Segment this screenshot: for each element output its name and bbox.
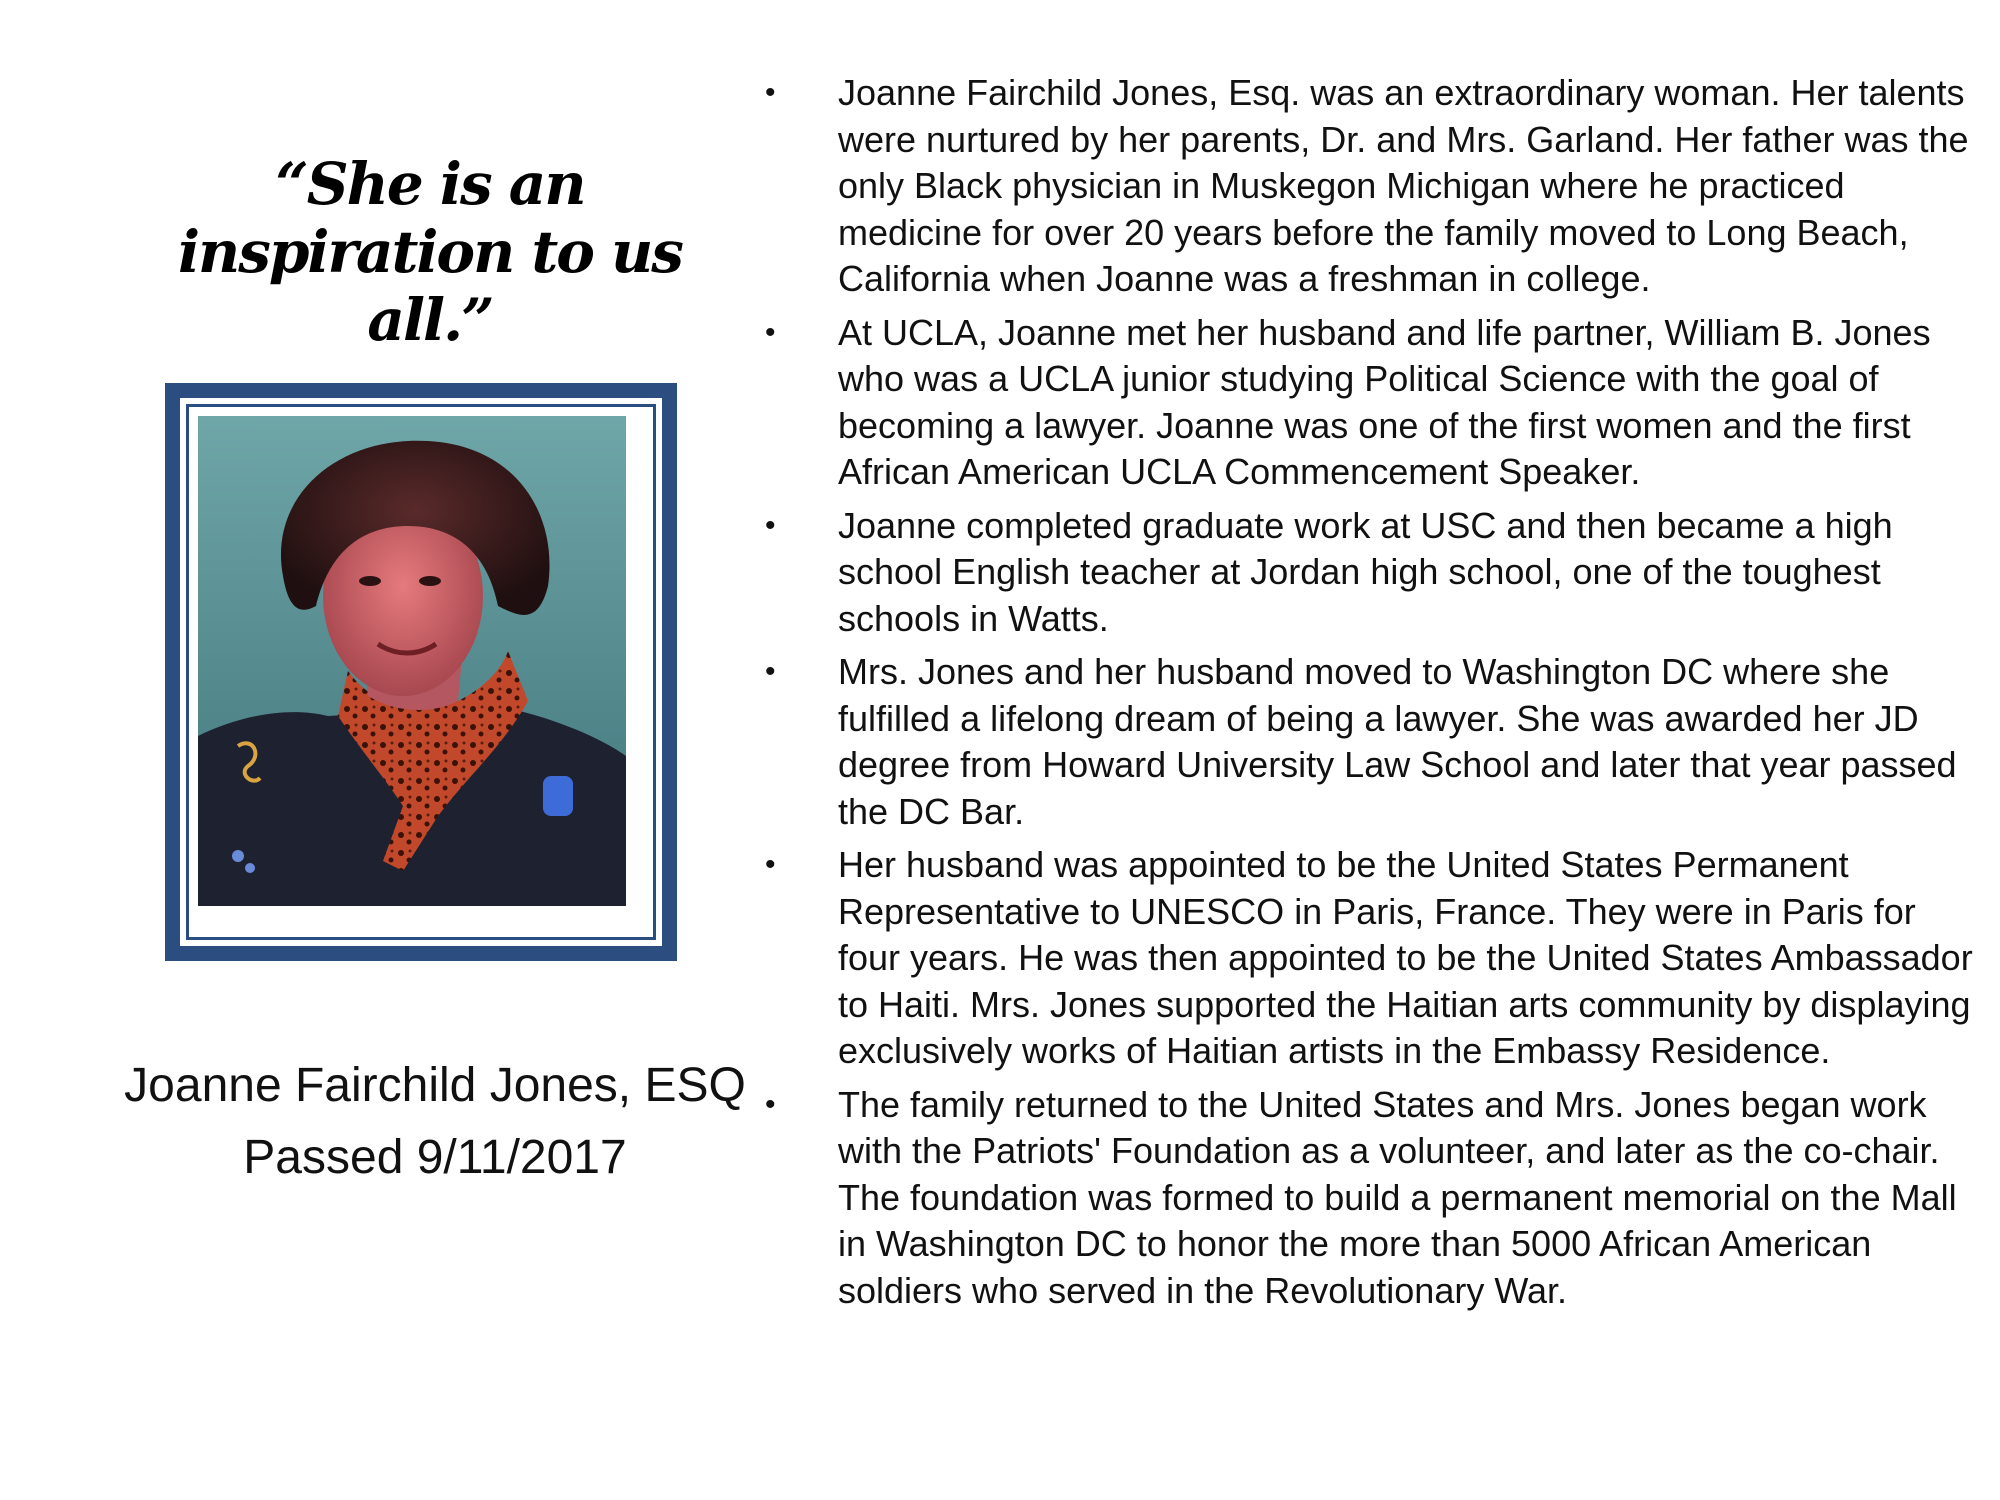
bio-text: Joanne Fairchild Jones, Esq. was an extraordinary woman. Her talents were nurtured by her parents, Dr. and Mrs. Garland. Her father was the only Black physician in Muskegon Michigan where he practiced medicine for over 20 years before the family moved to Long Beach, California when Joanne was a freshman in college. [838, 72, 1969, 299]
list-item [765, 649, 1980, 835]
list-item [765, 70, 1980, 303]
passed-date: Passed 9/11/2017 [243, 1131, 627, 1184]
bullet-icon: • [765, 655, 776, 688]
bio-text: Mrs. Jones and her husband moved to Washington DC where she fulfilled a lifelong dream of being a lawyer. She was awarded her JD degree from Howard University Law School and later that year passed the DC Bar. [838, 651, 1957, 832]
bio-text: Her husband was appointed to be the United States Permanent Representative to UNESCO in Paris, France. They were in Paris for four years. He was then appointed to be the United States Ambassador to Haiti. Mrs. Jones supported the Haitian arts community by displaying exclusively works of Haitian artists in the Embassy Residence. [838, 844, 1973, 1071]
bullet-icon: • [765, 508, 776, 542]
bullet-icon: • [765, 848, 776, 881]
bullet-icon: • [765, 1087, 776, 1121]
person-name: Joanne Fairchild Jones, ESQ [124, 1059, 746, 1112]
portrait-frame [165, 383, 677, 961]
bio-text: At UCLA, Joanne met her husband and life partner, William B. Jones who was a UCLA junior studying Political Science with the goal of becoming a lawyer. Joanne was one of the first women and the first African American UCLA Commencement Speaker. [838, 311, 1931, 492]
list-item [765, 310, 1980, 496]
biography-list [765, 70, 1980, 1321]
portrait-frame-inner [177, 395, 665, 949]
memorial-name-block [120, 1055, 750, 1189]
bio-text: Joanne completed graduate work at USC and then became a high school English teacher at Jordan high school, one of the toughest schools in Watts. [838, 504, 1893, 639]
list-item [765, 1082, 1980, 1315]
portrait-photo [198, 416, 626, 906]
inspiration-quote: “She is an inspiration to us all.” [178, 150, 682, 354]
bullet-icon: • [765, 315, 776, 349]
bio-text: The family returned to the United States and Mrs. Jones began work with the Patriots' Foundation as a volunteer, and later as the co-chair. The foundation was formed to build a permanent memorial on the Mall in Washington DC to honor the more than 5000 African American soldiers who served in the Revolutionary War. [838, 1083, 1957, 1311]
list-item [765, 842, 1980, 1075]
bullet-icon: • [765, 76, 776, 109]
list-item [765, 503, 1980, 643]
